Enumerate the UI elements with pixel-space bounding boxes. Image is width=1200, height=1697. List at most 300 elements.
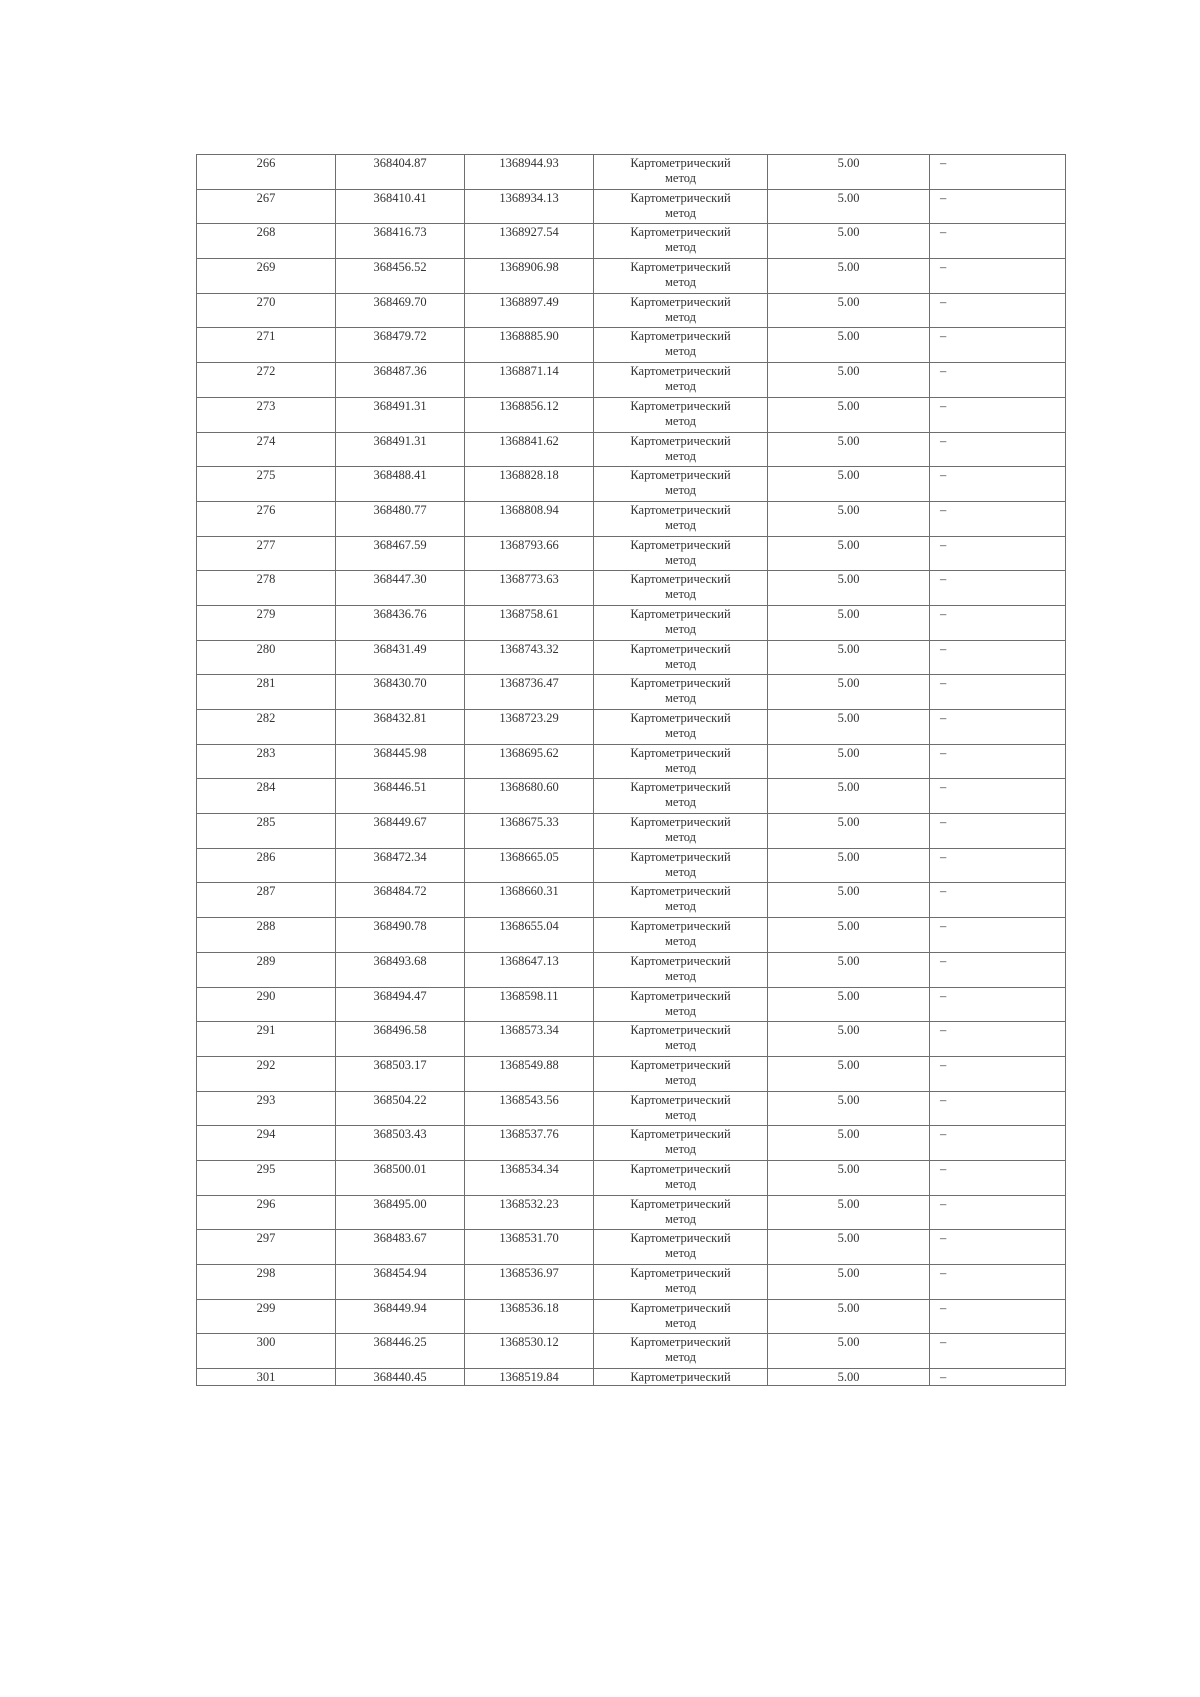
y-coordinate-cell [465,918,594,953]
note-cell-text: – [940,711,947,725]
method-cell [594,467,768,502]
note-cell-text: – [940,641,947,656]
x-coordinate-cell [336,536,465,571]
method-cell-text: Картометрический метод [630,1057,731,1087]
method-cell-text: Картометрический метод [630,572,731,602]
point-number-cell-text: 266 [256,156,276,170]
x-coordinate-cell-text: 368479.72 [373,329,427,344]
x-coordinate-cell [336,397,465,432]
point-number-cell-text: 278 [256,572,276,587]
point-number-cell [197,155,336,190]
y-coordinate-cell-text: 1368897.49 [499,294,559,309]
note-cell [930,397,1066,432]
point-number-cell-text: 276 [256,502,276,517]
x-coordinate-cell [336,189,465,224]
x-coordinate-cell-text: 368480.77 [373,502,427,517]
method-cell [594,363,768,398]
y-coordinate-cell [465,952,594,987]
accuracy-cell [768,744,930,779]
note-cell [930,189,1066,224]
note-cell [930,501,1066,536]
table-row [197,1265,1066,1300]
method-cell-text: Картометрический метод [630,190,731,220]
y-coordinate-cell-text: 1368934.13 [499,190,559,205]
x-coordinate-cell [336,432,465,467]
point-number-cell [197,1195,336,1230]
y-coordinate-cell [465,1022,594,1057]
x-coordinate-cell-text: 368445.98 [373,745,427,760]
point-number-cell-text: 290 [256,988,276,1003]
method-cell [594,1022,768,1057]
method-cell [594,536,768,571]
accuracy-cell-text: 5.00 [837,433,860,448]
method-cell [594,328,768,363]
note-cell-text: – [940,398,947,413]
point-number-cell-text: 271 [256,329,276,344]
method-cell-text: Картометрический метод [630,1335,731,1365]
accuracy-cell-text: 5.00 [837,676,860,691]
method-cell-text: Картометрический метод [630,294,731,324]
accuracy-cell [768,918,930,953]
note-cell-text: – [940,1057,947,1072]
table-row [197,675,1066,710]
method-cell-text: Картометрический метод [630,1127,731,1157]
note-cell [930,987,1066,1022]
accuracy-cell-text: 5.00 [837,1266,860,1280]
y-coordinate-cell [465,1230,594,1265]
method-cell-text: Картометрический метод [630,919,731,949]
note-cell-text: – [940,1335,947,1350]
x-coordinate-cell-text: 368431.49 [373,641,427,656]
point-number-cell [197,952,336,987]
y-coordinate-cell [465,259,594,294]
note-cell [930,1230,1066,1265]
table-row [197,224,1066,259]
point-number-cell [197,675,336,710]
note-cell-text: – [940,225,947,240]
note-cell-text: – [940,815,947,830]
accuracy-cell-text: 5.00 [837,190,860,205]
point-number-cell [197,640,336,675]
point-number-cell [197,571,336,606]
x-coordinate-cell [336,814,465,849]
note-cell [930,1334,1066,1369]
accuracy-cell-text: 5.00 [837,364,860,379]
note-cell [930,952,1066,987]
y-coordinate-cell-text: 1368534.34 [499,1161,559,1176]
x-coordinate-cell [336,571,465,606]
point-number-cell-text: 283 [256,745,276,760]
method-cell [594,501,768,536]
point-number-cell-text: 272 [256,364,276,379]
accuracy-cell-text: 5.00 [837,1231,860,1246]
point-number-cell [197,1265,336,1300]
accuracy-cell [768,536,930,571]
y-coordinate-cell-text: 1368647.13 [499,953,559,968]
method-cell [594,1265,768,1300]
method-cell [594,1195,768,1230]
table-row [197,744,1066,779]
point-number-cell [197,432,336,467]
method-cell [594,640,768,675]
point-number-cell [197,1091,336,1126]
point-number-cell [197,189,336,224]
accuracy-cell-text: 5.00 [837,329,860,344]
y-coordinate-cell [465,293,594,328]
accuracy-cell [768,501,930,536]
accuracy-cell-text: 5.00 [837,398,860,413]
method-cell [594,710,768,745]
note-cell [930,432,1066,467]
method-cell [594,259,768,294]
table-body [197,155,1066,1386]
y-coordinate-cell-text: 1368808.94 [499,502,559,517]
y-coordinate-cell [465,883,594,918]
method-cell-text: Картометрический метод [630,884,731,914]
y-coordinate-cell-text: 1368736.47 [499,676,559,691]
accuracy-cell [768,224,930,259]
note-cell-text: – [940,1266,947,1280]
accuracy-cell-text: 5.00 [837,1023,860,1038]
method-cell [594,189,768,224]
y-coordinate-cell-text: 1368536.18 [499,1300,559,1315]
y-coordinate-cell [465,1126,594,1161]
table-row [197,363,1066,398]
note-cell-text: – [940,988,947,1003]
note-cell-text: – [940,156,947,170]
method-cell [594,987,768,1022]
point-number-cell [197,1230,336,1265]
accuracy-cell [768,1369,930,1386]
x-coordinate-cell [336,1230,465,1265]
point-number-cell-text: 298 [256,1266,276,1280]
y-coordinate-cell-text: 1368531.70 [499,1231,559,1246]
point-number-cell [197,501,336,536]
note-cell [930,744,1066,779]
method-cell [594,571,768,606]
y-coordinate-cell [465,501,594,536]
table-row [197,189,1066,224]
method-cell [594,432,768,467]
y-coordinate-cell-text: 1368573.34 [499,1023,559,1038]
note-cell [930,640,1066,675]
method-cell-text: Картометрический метод [630,502,731,532]
method-cell [594,952,768,987]
y-coordinate-cell [465,571,594,606]
note-cell [930,1369,1066,1386]
note-cell-text: – [940,294,947,309]
accuracy-cell-text: 5.00 [837,225,860,240]
accuracy-cell [768,1334,930,1369]
x-coordinate-cell [336,1091,465,1126]
table-row [197,779,1066,814]
x-coordinate-cell [336,1056,465,1091]
table-row [197,1230,1066,1265]
x-coordinate-cell-text: 368488.41 [373,468,427,483]
accuracy-cell-text: 5.00 [837,815,860,830]
note-cell [930,1022,1066,1057]
x-coordinate-cell [336,779,465,814]
point-number-cell-text: 301 [256,1370,276,1385]
point-number-cell-text: 279 [256,606,276,621]
table-row [197,397,1066,432]
table-row [197,883,1066,918]
table-row [197,1091,1066,1126]
y-coordinate-cell-text: 1368598.11 [499,988,559,1003]
y-coordinate-cell-text: 1368758.61 [499,606,559,621]
method-cell [594,155,768,190]
table-row [197,710,1066,745]
accuracy-cell-text: 5.00 [837,780,860,795]
note-cell-text: – [940,1231,947,1246]
accuracy-cell [768,814,930,849]
note-cell-text: – [940,364,947,379]
x-coordinate-cell-text: 368416.73 [373,225,427,240]
table-row [197,328,1066,363]
y-coordinate-cell-text: 1368871.14 [499,364,559,379]
accuracy-cell-text: 5.00 [837,953,860,968]
note-cell-text: – [940,1127,947,1142]
method-cell-text: Картометрический метод [630,1092,731,1122]
method-cell [594,1299,768,1334]
accuracy-cell [768,259,930,294]
y-coordinate-cell-text: 1368906.98 [499,260,559,275]
accuracy-cell [768,848,930,883]
note-cell-text: – [940,260,947,275]
table-row [197,1056,1066,1091]
accuracy-cell-text: 5.00 [837,572,860,587]
method-cell-text: Картометрический метод [630,1023,731,1053]
point-number-cell-text: 267 [256,190,276,205]
accuracy-cell [768,328,930,363]
accuracy-cell [768,467,930,502]
method-cell-text: Картометрический метод [630,711,731,740]
point-number-cell [197,1126,336,1161]
y-coordinate-cell [465,397,594,432]
note-cell [930,1126,1066,1161]
y-coordinate-cell [465,987,594,1022]
y-coordinate-cell [465,1195,594,1230]
accuracy-cell [768,987,930,1022]
x-coordinate-cell [336,1022,465,1057]
accuracy-cell [768,640,930,675]
point-number-cell [197,848,336,883]
table-row [197,1299,1066,1334]
x-coordinate-cell-text: 368446.25 [373,1335,427,1350]
method-cell-text: Картометрический метод [630,849,731,879]
note-cell-text: – [940,919,947,934]
point-number-cell-text: 281 [256,676,276,691]
x-coordinate-cell [336,1369,465,1386]
x-coordinate-cell-text: 368449.67 [373,815,427,830]
y-coordinate-cell-text: 1368927.54 [499,225,559,240]
y-coordinate-cell [465,328,594,363]
accuracy-cell [768,952,930,987]
x-coordinate-cell-text: 368410.41 [373,190,427,205]
table-row [197,1195,1066,1230]
accuracy-cell-text: 5.00 [837,1196,860,1211]
accuracy-cell-text: 5.00 [837,260,860,275]
table-row [197,952,1066,987]
point-number-cell-text: 269 [256,260,276,275]
x-coordinate-cell [336,293,465,328]
method-cell-text: Картометрический метод [630,468,731,498]
accuracy-cell-text: 5.00 [837,1092,860,1107]
accuracy-cell [768,1022,930,1057]
accuracy-cell-text: 5.00 [837,884,860,899]
point-number-cell [197,1299,336,1334]
method-cell-text: Картометрический метод [630,1266,731,1295]
x-coordinate-cell-text: 368484.72 [373,884,427,899]
y-coordinate-cell [465,1160,594,1195]
method-cell-text: Картометрический метод [630,364,731,394]
x-coordinate-cell [336,363,465,398]
x-coordinate-cell [336,918,465,953]
point-number-cell-text: 295 [256,1161,276,1176]
x-coordinate-cell-text: 368436.76 [373,606,427,621]
y-coordinate-cell-text: 1368543.56 [499,1092,559,1107]
method-cell-text: Картометрический метод [630,953,731,983]
note-cell [930,328,1066,363]
y-coordinate-cell [465,363,594,398]
accuracy-cell-text: 5.00 [837,1370,860,1385]
point-number-cell [197,259,336,294]
method-cell [594,1230,768,1265]
note-cell-text: – [940,606,947,621]
point-number-cell-text: 291 [256,1023,276,1038]
method-cell-text: Картометрический [630,1370,731,1385]
note-cell-text: – [940,468,947,483]
x-coordinate-cell-text: 368503.43 [373,1127,427,1142]
x-coordinate-cell [336,1265,465,1300]
accuracy-cell [768,432,930,467]
method-cell-text: Картометрический метод [630,433,731,463]
x-coordinate-cell [336,710,465,745]
note-cell [930,848,1066,883]
x-coordinate-cell [336,640,465,675]
y-coordinate-cell [465,710,594,745]
y-coordinate-cell [465,640,594,675]
y-coordinate-cell-text: 1368530.12 [499,1335,559,1350]
accuracy-cell [768,571,930,606]
point-number-cell [197,814,336,849]
method-cell-text: Картометрический метод [630,1161,731,1191]
y-coordinate-cell [465,1299,594,1334]
method-cell [594,397,768,432]
y-coordinate-cell [465,675,594,710]
note-cell [930,536,1066,571]
y-coordinate-cell-text: 1368549.88 [499,1057,559,1072]
y-coordinate-cell-text: 1368828.18 [499,468,559,483]
point-number-cell-text: 284 [256,780,276,795]
table-row [197,918,1066,953]
method-cell-text: Картометрический метод [630,1231,731,1261]
table-row [197,1022,1066,1057]
note-cell [930,1265,1066,1300]
point-number-cell-text: 296 [256,1196,276,1211]
point-number-cell-text: 270 [256,294,276,309]
y-coordinate-cell-text: 1368841.62 [499,433,559,448]
table-row [197,571,1066,606]
method-cell-text: Картометрический метод [630,988,731,1018]
point-number-cell-text: 292 [256,1057,276,1072]
accuracy-cell [768,1160,930,1195]
accuracy-cell [768,1299,930,1334]
table-row [197,848,1066,883]
y-coordinate-cell [465,189,594,224]
point-number-cell-text: 300 [256,1335,276,1350]
point-number-cell-text: 275 [256,468,276,483]
method-cell-text: Картометрический метод [630,780,731,810]
note-cell-text: – [940,572,947,587]
point-number-cell-text: 299 [256,1300,276,1315]
x-coordinate-cell [336,1126,465,1161]
y-coordinate-cell [465,605,594,640]
x-coordinate-cell [336,328,465,363]
table-row [197,1369,1066,1386]
method-cell [594,224,768,259]
x-coordinate-cell-text: 368467.59 [373,537,427,552]
note-cell [930,883,1066,918]
point-number-cell-text: 287 [256,884,276,899]
point-number-cell-text: 288 [256,919,276,934]
method-cell [594,883,768,918]
point-number-cell-text: 293 [256,1092,276,1107]
table-row [197,432,1066,467]
accuracy-cell [768,1056,930,1091]
accuracy-cell [768,293,930,328]
point-number-cell [197,467,336,502]
point-number-cell-text: 268 [256,225,276,240]
y-coordinate-cell-text: 1368675.33 [499,815,559,830]
method-cell-text: Картометрический метод [630,260,731,290]
y-coordinate-cell-text: 1368885.90 [499,329,559,344]
method-cell [594,779,768,814]
accuracy-cell [768,363,930,398]
y-coordinate-cell [465,432,594,467]
note-cell-text: – [940,433,947,448]
note-cell [930,1091,1066,1126]
x-coordinate-cell [336,952,465,987]
note-cell [930,675,1066,710]
x-coordinate-cell [336,467,465,502]
x-coordinate-cell-text: 368432.81 [373,711,427,725]
y-coordinate-cell [465,1056,594,1091]
x-coordinate-cell [336,848,465,883]
x-coordinate-cell [336,155,465,190]
x-coordinate-cell-text: 368446.51 [373,780,427,795]
note-cell-text: – [940,1370,947,1385]
accuracy-cell-text: 5.00 [837,468,860,483]
point-number-cell [197,293,336,328]
accuracy-cell [768,1091,930,1126]
accuracy-cell [768,1126,930,1161]
accuracy-cell-text: 5.00 [837,537,860,552]
note-cell [930,259,1066,294]
point-number-cell [197,779,336,814]
point-number-cell-text: 286 [256,849,276,864]
x-coordinate-cell-text: 368430.70 [373,676,427,691]
method-cell-text: Картометрический метод [630,676,731,706]
accuracy-cell [768,675,930,710]
note-cell [930,605,1066,640]
x-coordinate-cell-text: 368449.94 [373,1300,427,1315]
point-number-cell [197,397,336,432]
accuracy-cell-text: 5.00 [837,849,860,864]
method-cell-text: Картометрический метод [630,156,731,185]
x-coordinate-cell-text: 368456.52 [373,260,427,275]
method-cell-text: Картометрический метод [630,329,731,359]
